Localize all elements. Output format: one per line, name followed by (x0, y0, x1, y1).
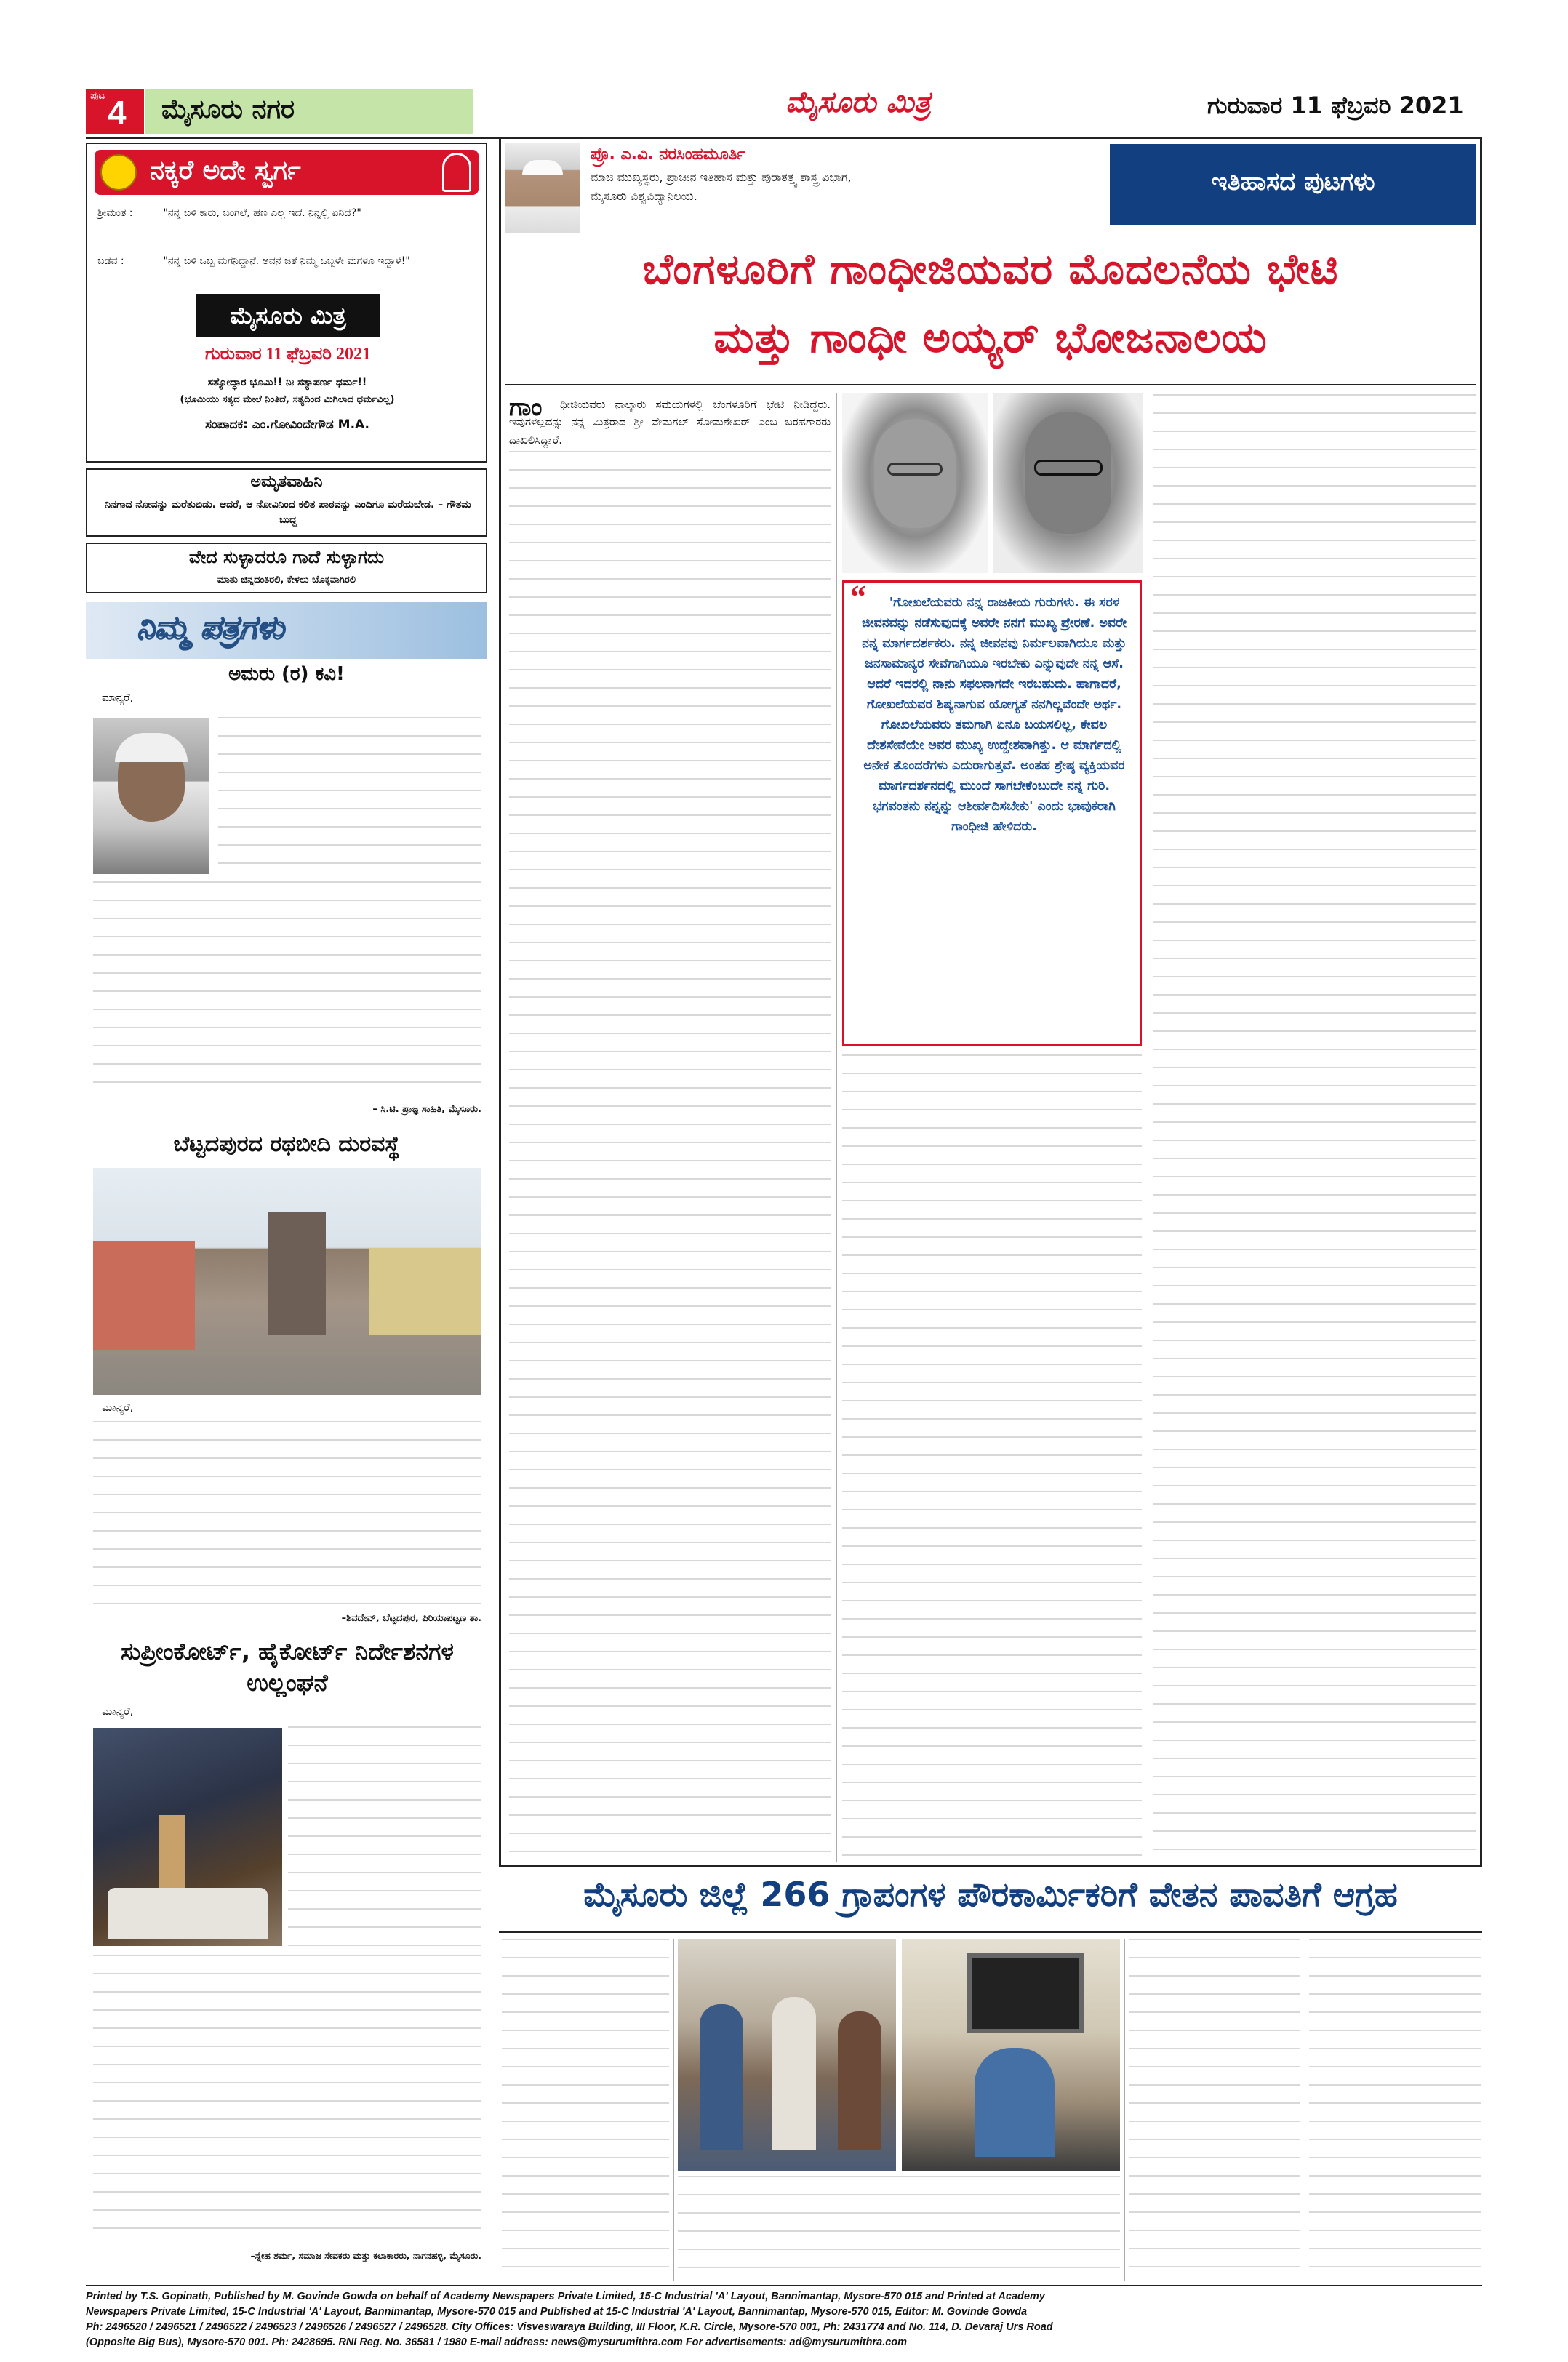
joke-line-2 (97, 253, 476, 269)
letter3-signature: –ಸ್ನೇಹ ಶರ್ಮ, ಸಮಾಜ ಸೇವಕರು ಮತ್ತು ಕಲಾಕಾರರು, ನಾಗನಹಳ್ಳಿ, ಮೈಸೂರು. (250, 2250, 481, 2261)
letter1-title: ಅಮರು (ರ) ಕವಿ! (228, 663, 345, 685)
imprint-line-4: (Opposite Big Bus), Mysore-570 001. Ph: 2428695. RNI Reg. No. 36581 / 1980 E-mail address: news@mysurumithra.com For advertisements: ad@mysurumithra.com (86, 2337, 908, 2349)
meeting-photo-2 (902, 1939, 1120, 2171)
gandhi-photo (842, 393, 988, 573)
amruta-quote: ನಿನಗಾದ ನೋವನ್ನು ಮರೆತುಬಿಡು. ಆದರೆ, ಆ ನೋವಿನಿಂದ ಕಲಿತ ಪಾಠವನ್ನು ಎಂದಿಗೂ ಮರೆಯಬೇಡ. – ಗೌತಮ ಬುದ್ಧ (105, 499, 471, 526)
footer-rule (86, 2285, 1482, 2286)
joke-line-1 (97, 205, 476, 221)
imprint-line-3: Ph: 2496520 / 2496521 / 2496522 / 2496523 / 2496526 / 2496527 / 2496528. City Offices: Visveswaraya Building, III Floor, K.R. Circle, Mysore-570 001, Ph: 2431774 and No. 114, D. Devaraj Urs Road (86, 2321, 1053, 2334)
letter2-greeting: ಮಾನ್ಯರೆ, (102, 1401, 134, 1414)
article-column-2-text (842, 1054, 1142, 1862)
headline-rule (505, 384, 1476, 385)
proverb-box (86, 543, 487, 593)
second-headline-rule (499, 1931, 1482, 1933)
pull-quote-text: 'ಗೋಖಲೆಯವರು ನನ್ನ ರಾಜಕೀಯ ಗುರುಗಳು. ಈ ಸರಳ ಜೀವನವನ್ನು ನಡೆಸುವುದಕ್ಕೆ ಅವರೇ ನನಗೆ ಮುಖ್ಯ ಪ್ರೇರಣೆ. ಅವರೇ ನನ್ನ ಮಾರ್ಗದರ್ಶಕರು. ನನ್ನ ಜೀವನವು ನಿರ್ಮಲವಾಗಿಯೂ ಮತ್ತು ಜನಸಾಮಾನ್ಯರ ಸೇವೆಗಾಗಿಯೂ ಇರಬೇಕು ಎನ್ನುವುದೇ ನನ್ನ ಆಸೆ. ಆದರೆ ಇದರಲ್ಲಿ ನಾನು ಸಫಲನಾಗದೇ ಇರಬಹುದು. ಹಾಗಾದರೆ, ಗೋಖಲೆಯವರ ಶಿಷ್ಯನಾಗುವ ಯೋಗ್ಯತೆ ನನಗಿಲ್ಲವೆಂದೇ ಅರ್ಥ. ಗೋಖಲೆಯವರು ತಮಗಾಗಿ ಏನೂ ಬಯಸಲಿಲ್ಲ, ಕೇವಲ ದೇಶಸೇವೆಯೇ ಅವರ ಮುಖ್ಯ ಉದ್ದೇಶವಾಗಿತ್ತು. ಆ ಮಾರ್ಗದಲ್ಲಿ ಅನೇಕ ತೊಂದರೆಗಳು ಎದುರಾಗುತ್ತವೆ. ಅಂತಹ ಶ್ರೇಷ್ಠ ವ್ಯಕ್ತಿಯವರ ಮಾರ್ಗದರ್ಶನದಲ್ಲಿ ಮುಂದೆ ಸಾಗಬೇಕೆಂಬುದೇ ನನ್ನ ಗುರಿ. ಭಗವಂತನು ನನ್ನನ್ನು ಆಶೀರ್ವದಿಸಬೇಕು' ಎಂದು ಭಾವುಕರಾಗಿ ಗಾಂಧೀಜಿ ಹೇಳಿದರು. (861, 596, 1127, 834)
section-band (145, 89, 473, 134)
page-label: ಪುಟ (90, 90, 105, 102)
article-column-3-text (1153, 394, 1476, 1862)
imprint-line-1: Printed by T.S. Gopinath, Published by M. Govinde Gowda on behalf of Academy Newspapers Private Limited, 15-C Industrial 'A' Layout, Bannimantap, Mysore-570 015 and Printed at Academy (86, 2291, 1045, 2302)
section-title: ಮೈಸೂರು ನಗರ (161, 95, 295, 124)
humor-title-band (95, 150, 479, 195)
masthead-logo: ಮೈಸೂರು ಮಿತ್ರ (785, 86, 931, 119)
motto-line-1: ಸತ್ಯೋದ್ಧಾರ ಭೂಮಿ!! ನಿಃ ಸತ್ಯಾಪರ್ಣ ಧರ್ಮ!! (207, 377, 367, 388)
letter2-signature: –ಶಿವದೇವ್, ಬೆಟ್ಟದಪುರ, ಪಿರಿಯಾಪಟ್ಟಣ ತಾ. (341, 1613, 481, 1624)
second-article-column-1 (502, 1939, 669, 2281)
letter1-greeting: ಮಾನ್ಯರೆ, (102, 691, 134, 704)
second-article-column-4 (1309, 1939, 1481, 2281)
letter2-body-text (93, 1421, 481, 1610)
joke2-speaker: ಬಡವ : (97, 255, 124, 267)
article-lead-text: ಧೀಜಿಯವರು ನಾಲ್ಕಾರು ಸಮಯಗಳಲ್ಲಿ ಬೆಂಗಳೂರಿಗೆ ಭೇಟಿ ನೀಡಿದ್ದರು. ಇವುಗಳಲ್ಲದನ್ನು ನನ್ನ ಮಿತ್ರರಾದ ಶ್ರೀ ವೇಮಗಲ್ ಸೋಮಶೇಖರ್ ಎಂಬ ಬರಹಗಾರರು ದಾಖಲಿಸಿದ್ದಾರೆ. (509, 398, 831, 447)
letters-title: ನಿಮ್ಮ ಪತ್ರಗಳು (137, 609, 284, 646)
meeting-photo-caption (678, 2176, 1120, 2281)
headline-line-2: ಮತ್ತು ಗಾಂಧೀ ಅಯ್ಯರ್ ಭೋಜನಾಲಯ (713, 313, 1268, 362)
letter2-title: ಬೆಟ್ಟದಪುರದ ರಥಬೀದಿ ದುರವಸ್ಥೆ (173, 1132, 400, 1157)
letter3-police-photo (93, 1728, 282, 1946)
article-column-1-text (509, 451, 831, 1862)
second-headline: ಮೈಸೂರು ಜಿಲ್ಲೆ 266 ಗ್ರಾಪಂಗಳ ಪೌರಕಾರ್ಮಿಕರಿಗೆ ವೇತನ ಪಾವತಿಗೆ ಆಗ್ರಹ (583, 1875, 1398, 1914)
second-divider-2 (1124, 1939, 1125, 2281)
imprint (86, 2289, 1482, 2350)
author-photo (505, 143, 580, 233)
pull-quote-box (842, 580, 1142, 1046)
second-divider-1 (673, 1939, 674, 2281)
amruta-box (86, 468, 487, 537)
letter3-greeting: ಮಾನ್ಯರೆ, (102, 1705, 134, 1718)
author-role-1: ಮಾಜಿ ಮುಖ್ಯಸ್ಥರು, ಪ್ರಾಚೀನ ಇತಿಹಾಸ ಮತ್ತು ಪುರಾತತ್ತ್ವ ಶಾಸ್ತ್ರ ವಿಭಾಗ, (591, 170, 852, 184)
author-role-2: ಮೈಸೂರು ವಿಶ್ವವಿದ್ಯಾನಿಲಯ. (591, 189, 697, 203)
column-name-band (1110, 144, 1476, 225)
author-name: ಪ್ರೊ. ಎ.ವಿ. ನರಸಿಂಹಮೂರ್ತಿ (591, 145, 745, 164)
humor-title: ನಕ್ಕರೆ ಅದೇ ಸ್ವರ್ಗ (150, 156, 301, 185)
humor-box (86, 143, 487, 463)
joke1-text: "ನನ್ನ ಬಳಿ ಕಾರು, ಬಂಗಲೆ, ಹಣ ಎಲ್ಲ ಇದೆ. ನಿನ್ನಲ್ಲಿ ಏನಿದೆ?" (163, 207, 361, 219)
headline-line-1: ಬೆಂಗಳೂರಿಗೆ ಗಾಂಧೀಜಿಯವರ ಮೊದಲನೆಯ ಭೇಟಿ (642, 244, 1339, 294)
letter3-title: ಸುಪ್ರೀಂಕೋರ್ಟ್, ಹೈಕೋರ್ಟ್ ನಿರ್ದೇಶನಗಳ ಉಲ್ಲಂಘನೆ (121, 1638, 454, 1697)
paper-date: ಗುರುವಾರ 11 ಫೆಬ್ರವರಿ 2021 (205, 345, 371, 364)
page-number: 4 (108, 94, 127, 132)
amruta-title: ಅಮೃತವಾಹಿನಿ (250, 473, 323, 491)
proverb: ವೇದ ಸುಳ್ಳಾದರೂ ಗಾದೆ ಸುಳ್ಳಾಗದು (188, 547, 385, 567)
column-name: ಇತಿಹಾಸದ ಪುಟಗಳು (1211, 167, 1375, 196)
editor-line: ಸಂಪಾದಕ: ಎಂ.ಗೋವಿಂದೇಗೌಡ M.A. (205, 417, 369, 432)
letter2-street-photo (93, 1168, 481, 1395)
letter1-author-photo (93, 718, 209, 874)
letter1-body-text-continued (93, 881, 481, 1100)
letter3-body-text (93, 1955, 481, 2246)
letters-title-band (86, 602, 487, 659)
joke2-text: "ನನ್ನ ಬಳಿ ಒಬ್ಬ ಮಗನಿದ್ದಾನೆ. ಅವನ ಜತೆ ನಿಮ್ಮ ಒಬ್ಬಳೇ ಮಗಳೂ ಇದ್ದಾಳೆ!" (163, 255, 410, 267)
letter3-body-text-right (288, 1726, 481, 1947)
page-number-box (86, 89, 144, 134)
imprint-line-2: Newspapers Private Limited, 15-C Industrial 'A' Layout, Bannimantap, Mysore-570 015 and Published at 15-C Industrial 'A' Layout, Bannimantap, Mysore-570 015, Editor: M. Govinde Gowda (86, 2306, 1028, 2318)
second-article-column-3 (1129, 1939, 1300, 2281)
letter1-signature: – ಸಿ.ಟಿ. ಪ್ರಾಜ್ಞ ಸಾಹಿತಿ, ಮೈಸೂರು. (372, 1104, 481, 1115)
article-dropcap: ಗಾಂ (509, 393, 543, 422)
laughing-face-icon (100, 154, 137, 191)
column-divider-1 (836, 393, 837, 1862)
joke1-speaker: ಶ್ರೀಮಂತ : (97, 207, 133, 219)
jumping-figure-icon (442, 153, 471, 192)
paper-logo-box (196, 294, 380, 337)
motto-line-2: (ಭೂಮಿಯು ಸತ್ಯದ ಮೇಲೆ ನಿಂತಿದೆ, ಸತ್ಯದಿಂದ ಮಿಗಿಲಾದ ಧರ್ಮವಿಲ್ಲ) (180, 394, 395, 405)
ayyar-photo (993, 393, 1143, 573)
paper-logo: ಮೈಸೂರು ಮಿತ್ರ (230, 302, 346, 329)
masthead-date: ಗುರುವಾರ 11 ಫೆಬ್ರವರಿ 2021 (1207, 92, 1464, 119)
letter1-body-text (218, 717, 481, 877)
quote-mark-icon: “ (850, 579, 866, 614)
meeting-photo-1 (678, 1939, 896, 2171)
proverb-sub: ಮಾತು ಚಿನ್ನದಂತಿರಲಿ, ಕೇಳಲು ಚೊಕ್ಕವಾಗಿರಲಿ (217, 575, 356, 585)
